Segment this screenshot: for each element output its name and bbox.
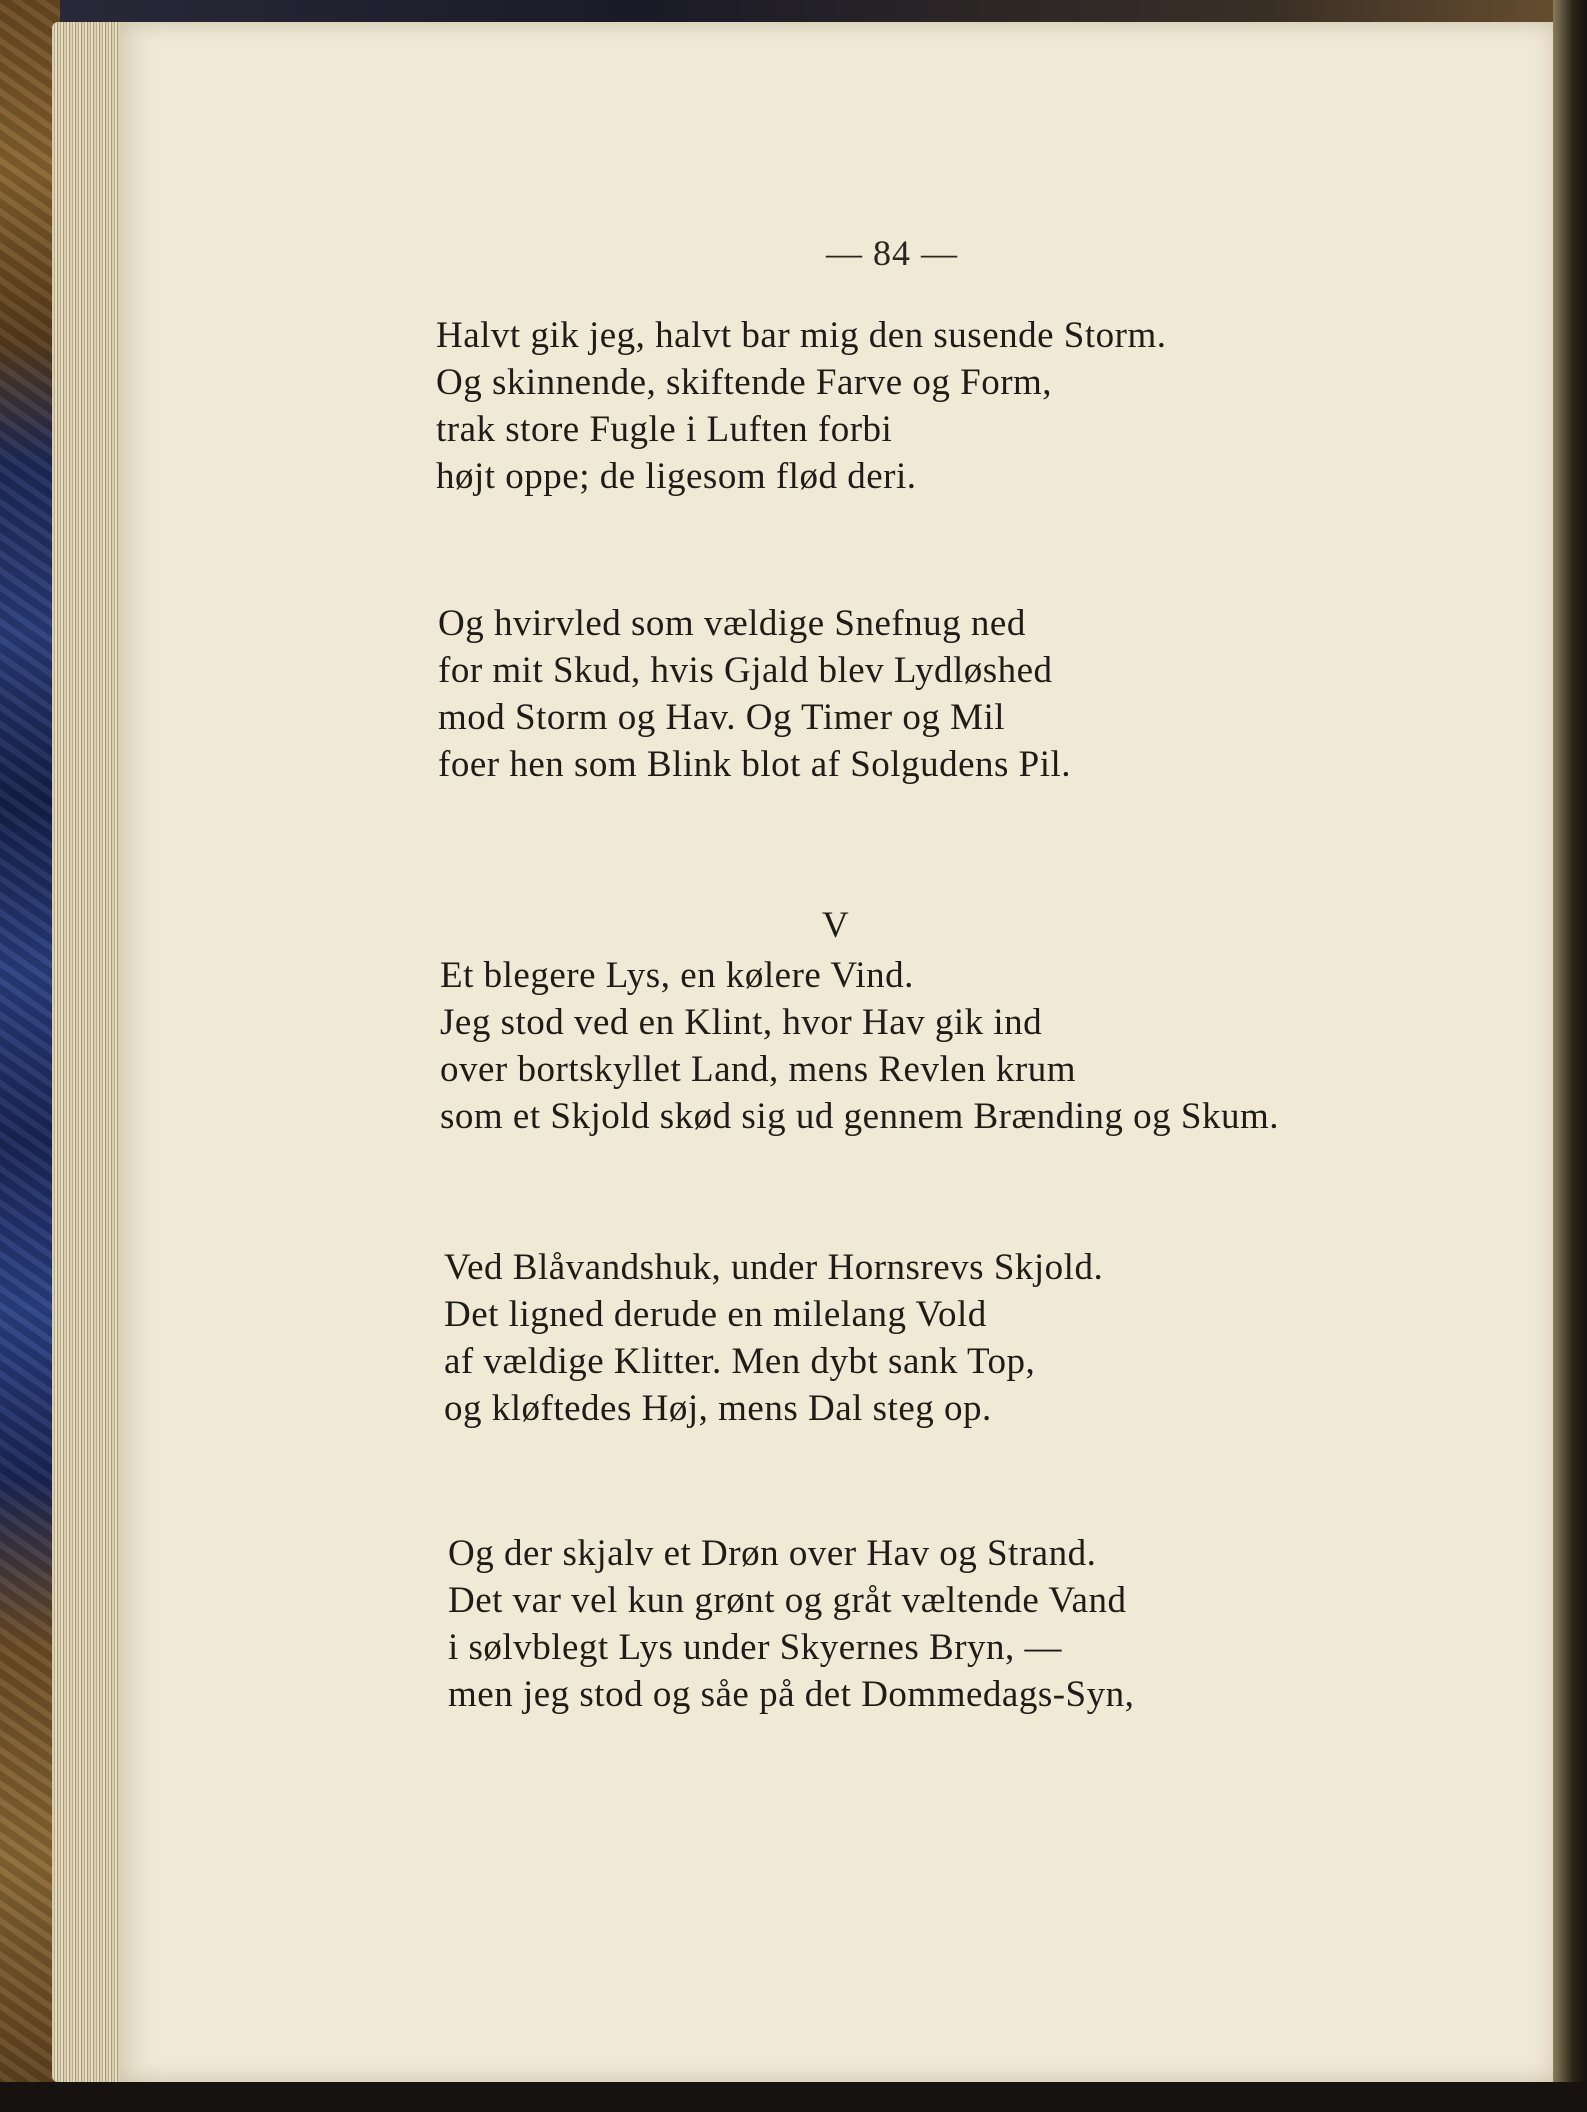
poem-line: Og skinnende, skiftende Farve og Form, bbox=[436, 362, 1053, 403]
poem-line: Et blegere Lys, en kølere Vind. bbox=[440, 955, 914, 996]
stanza-5 bbox=[448, 1530, 1134, 1718]
poem-line: af vældige Klitter. Men dybt sank Top, bbox=[444, 1341, 1036, 1382]
poem-line: Og der skjalv et Drøn over Hav og Strand. bbox=[448, 1533, 1097, 1574]
poem-line: trak store Fugle i Luften forbi bbox=[436, 409, 893, 450]
stanza-3 bbox=[440, 952, 1279, 1140]
book-spine bbox=[0, 0, 60, 2112]
poem-line: Jeg stod ved en Klint, hvor Hav gik ind bbox=[440, 1002, 1043, 1043]
poem-line: Og hvirvled som vældige Snefnug ned bbox=[438, 603, 1026, 644]
section-heading: V bbox=[822, 905, 849, 946]
poem-line: i sølvblegt Lys under Skyernes Bryn, — bbox=[448, 1627, 1063, 1668]
poem-line: over bortskyllet Land, mens Revlen krum bbox=[440, 1049, 1077, 1090]
poem-line: men jeg stod og såe på det Dommedags-Syn, bbox=[448, 1674, 1135, 1715]
poem-line: Halvt gik jeg, halvt bar mig den susende Storm. bbox=[436, 315, 1167, 356]
poem-line: Det var vel kun grønt og gråt væltende Vand bbox=[448, 1580, 1127, 1621]
poem-line: foer hen som Blink blot af Solgudens Pil. bbox=[438, 744, 1072, 785]
poem-line: som et Skjold skød sig ud gennem Brænding og Skum. bbox=[440, 1096, 1280, 1137]
page-edges bbox=[52, 22, 124, 2082]
stanza-4 bbox=[444, 1244, 1103, 1432]
stanza-2 bbox=[438, 600, 1071, 788]
poem-line: Ved Blåvandshuk, under Hornsrevs Skjold. bbox=[444, 1247, 1104, 1288]
poem-line: og kløftedes Høj, mens Dal steg op. bbox=[444, 1388, 992, 1429]
poem-line: Det ligned derude en milelang Vold bbox=[444, 1294, 987, 1335]
poem-line: højt oppe; de ligesom flød deri. bbox=[436, 456, 917, 497]
poem-line: for mit Skud, hvis Gjald blev Lydløshed bbox=[438, 650, 1053, 691]
stanza-1 bbox=[436, 312, 1167, 500]
bottom-shadow bbox=[0, 2082, 1587, 2112]
page-number: — 84 — bbox=[826, 233, 958, 273]
right-page-edge bbox=[1553, 0, 1587, 2112]
poem-line: mod Storm og Hav. Og Timer og Mil bbox=[438, 697, 1006, 738]
